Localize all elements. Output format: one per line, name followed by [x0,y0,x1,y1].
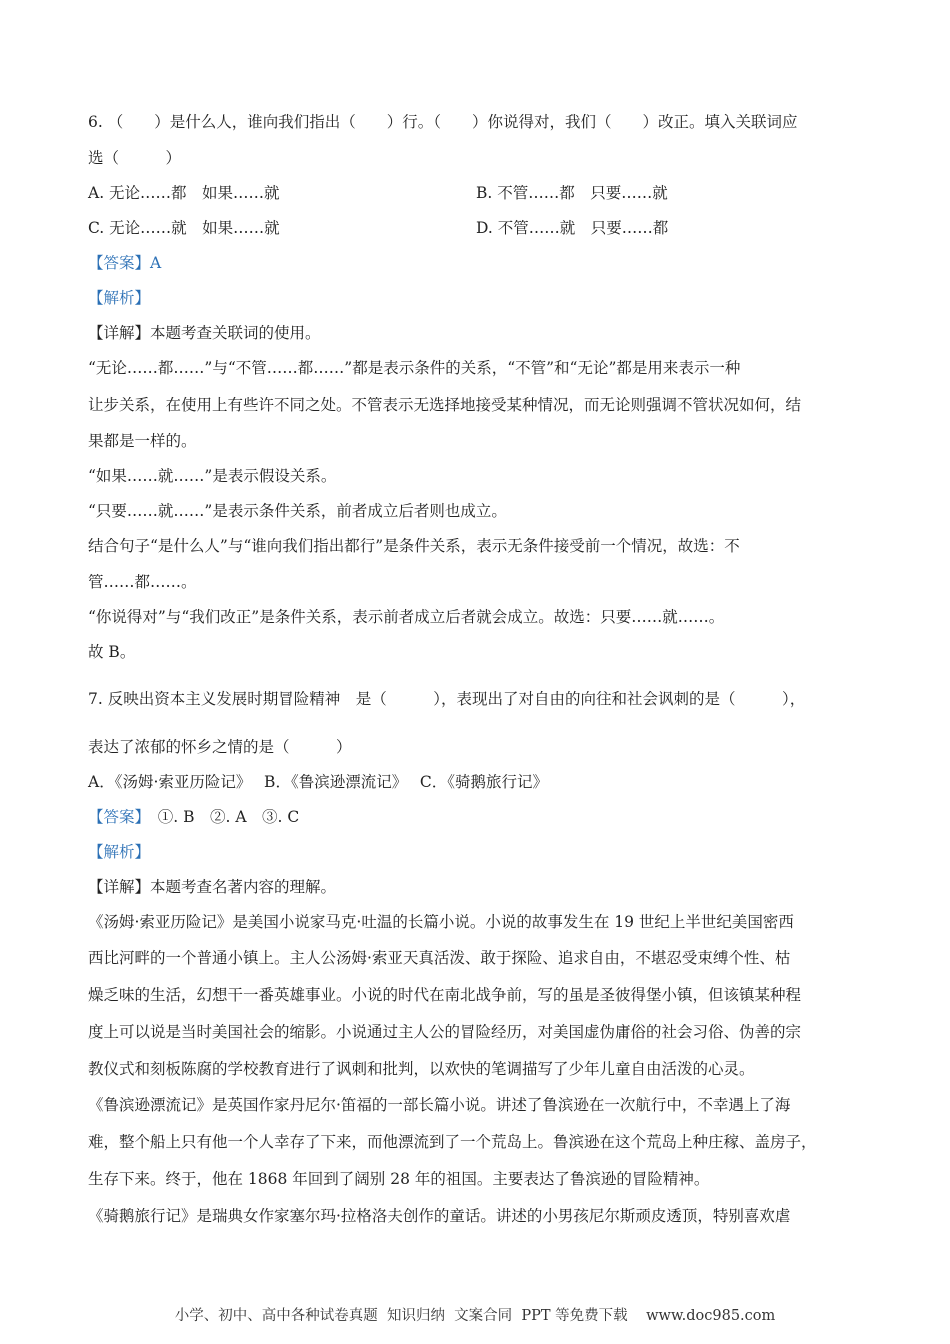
q7-detail-tag: 【详解】 [88,878,151,896]
q7-explanation-line: 度上可以说是当时美国社会的缩影。小说通过主人公的冒险经历，对美国虚伪庸俗的社会习俗、伪善的宗 [88,1023,802,1041]
q7-detail-intro: 本题考查名著内容的理解。 [150,878,337,896]
q7-answer-tag: 【答案】 [88,808,143,826]
page-footer: 小学、初中、高中各种试卷真题 知识归纳 文案合同 PPT 等免费下载 www.doc985.com [174,1308,776,1324]
q7-detail [88,876,336,898]
q6-detail-intro: 本题考查关联词的使用。 [150,324,321,342]
q6-stem-line-1: 6. （ ）是什么人，谁向我们指出（ ）行。（ ）你说得对，我们（ ）改正。填入关联词应 [88,113,798,131]
q7-answer-value: ①. B ②. A ③. C [142,808,300,826]
q7-explanation-line: 教仪式和刻板陈腐的学校教育进行了讽刺和批判，以欢快的笔调描写了少年儿童自由活泼的心灵。 [88,1060,755,1078]
q6-explanation-line: “无论……都……”与“不管……都……”都是表示条件的关系，“不管”和“无论”都是用来表示一种 [88,359,741,377]
q6-answer-tag: 【答案】 [88,254,151,272]
q7-explanation-line: 《骑鹅旅行记》是瑞典女作家塞尔玛·拉格洛夫创作的童话。讲述的小男孩尼尔斯顽皮透顶，特别喜欢虐 [88,1207,791,1225]
q7-analysis-tag: 【解析】 [88,843,151,861]
q7-explanation-line: 生存下来。终于，他在 1868 年回到了阔别 28 年的祖国。主要表达了鲁滨逊的冒险精神。 [88,1170,710,1188]
q6-explanation-line: “只要……就……”是表示条件关系，前者成立后者则也成立。 [88,502,507,520]
q6-option-d: D. 不管……就 只要……都 [476,219,669,237]
q6-option-a: A. 无论……都 如果……就 [88,184,280,202]
q6-detail-tag: 【详解】 [88,324,151,342]
q6-explanation-line: 管……都……。 [88,573,197,591]
q6-explanation-line: 故 B。 [88,643,136,661]
q7-options: A．《汤姆·索亚历险记》 B．《鲁滨逊漂流记》 C．《骑鹅旅行记》 [88,773,548,791]
q6-explanation-line: “你说得对”与“我们改正”是条件关系，表示前者成立后者就会成立。故选：只要……就……。 [88,608,725,626]
q6-stem-line-2: 选（ ） [88,149,182,167]
q6-option-c: C. 无论……就 如果……就 [88,219,280,237]
q6-analysis-tag: 【解析】 [88,289,151,307]
q7-explanation-line: 《汤姆·索亚历险记》是美国小说家马克·吐温的长篇小说。小说的故事发生在 19 世纪上半世纪美国密西 [88,913,794,931]
q7-explanation-line: 《鲁滨逊漂流记》是英国作家丹尼尔·笛福的一部长篇小说。讲述了鲁滨逊在一次航行中，不幸遇上了海 [88,1096,791,1114]
q6-answer-value: A [150,254,162,272]
q7-explanation-line: 燥乏味的生活，幻想干一番英雄事业。小说的时代在南北战争前，写的虽是圣彼得堡小镇，但该镇某种程 [88,986,802,1004]
q7-stem-line-1: 7. 反映出资本主义发展时期冒险精神 是（ ），表现出了对自由的向往和社会讽刺的是（ ）， [88,690,806,708]
q7-stem-line-2: 表达了浓郁的怀乡之情的是（ ） [88,738,352,756]
q6-detail [88,322,321,344]
q6-explanation-line: “如果……就……”是表示假设关系。 [88,467,337,485]
q6-answer [88,252,161,274]
q6-explanation-line: 结合句子“是什么人”与“谁向我们指出都行”是条件关系，表示无条件接受前一个情况，故选：不 [88,537,740,555]
q7-explanation-line: 西比河畔的一个普通小镇上。主人公汤姆·索亚天真活泼、敢于探险、追求自由，不堪忍受束缚个性、枯 [88,949,791,967]
q6-option-b: B. 不管……都 只要……就 [476,184,668,202]
q7-explanation-line: 难，整个船上只有他一个人幸存了下来，而他漂流到了一个荒岛上。鲁滨逊在这个荒岛上种庄稼、盖房子， [88,1133,817,1151]
q7-answer [88,806,299,828]
q6-explanation-line: 让步关系，在使用上有些许不同之处。不管表示无选择地接受某种情况，而无论则强调不管状况如何，结 [88,396,802,414]
q6-explanation-line: 果都是一样的。 [88,432,197,450]
